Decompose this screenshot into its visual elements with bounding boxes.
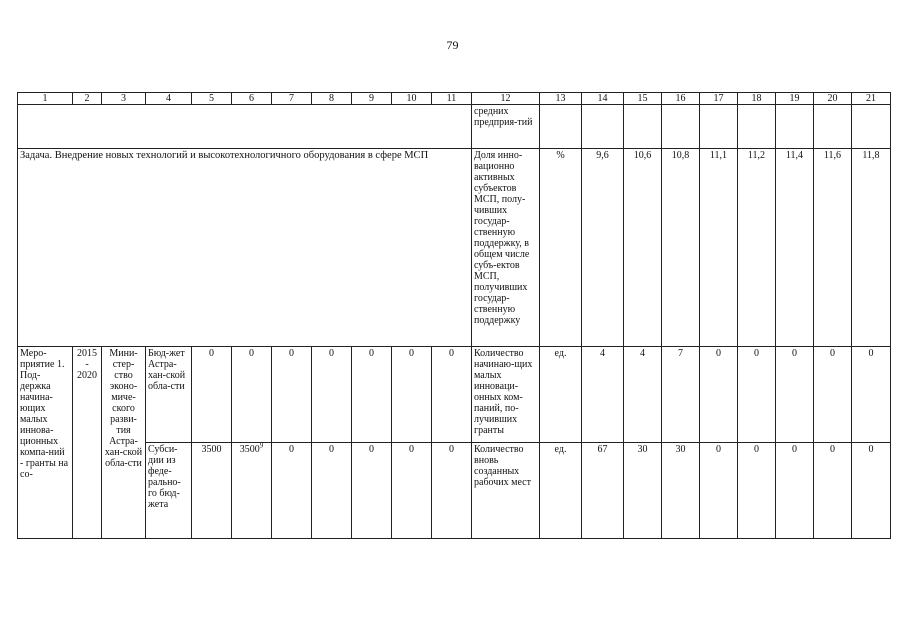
finance-value: 0 (232, 347, 272, 443)
measure-unit: ед. (540, 347, 582, 443)
measure-value: 0 (738, 443, 776, 539)
column-number: 18 (738, 93, 776, 105)
measure-value: 30 (624, 443, 662, 539)
task-indicator: Доля инно-вационно активных субъектов МСП, полу-чивших государ-ственную поддержку, в общем числе субъ-ектов МСП, получивших государ-ственную поддержку (472, 149, 540, 347)
finance-value: 0 (192, 347, 232, 443)
empty-cell (582, 105, 624, 149)
finance-value: 0 (272, 347, 312, 443)
measure-value: 4 (582, 347, 624, 443)
measure-value: 0 (738, 347, 776, 443)
task-value: 11,4 (776, 149, 814, 347)
column-number: 13 (540, 93, 582, 105)
column-number: 14 (582, 93, 624, 105)
column-number: 19 (776, 93, 814, 105)
measure-value: 67 (582, 443, 624, 539)
column-number: 16 (662, 93, 700, 105)
continuation-blank-cell (18, 105, 472, 149)
empty-cell (540, 105, 582, 149)
finance-value: 0 (432, 347, 472, 443)
funding-source: Бюд-жет Астра-хан-ской обла-сти (146, 347, 192, 443)
empty-cell (814, 105, 852, 149)
finance-value: 0 (312, 347, 352, 443)
empty-cell (738, 105, 776, 149)
measure-value: 4 (624, 347, 662, 443)
finance-value: 0 (272, 443, 312, 539)
column-number: 3 (102, 93, 146, 105)
measure-value: 0 (700, 443, 738, 539)
measure-name: Меро-приятие 1. Под-держка начина-ющих малых иннова-ционных компа-ний - гранты на со- (18, 347, 73, 539)
column-number: 10 (392, 93, 432, 105)
finance-value: 0 (432, 443, 472, 539)
continuation-indicator-cell: средних предприя-тий (472, 105, 540, 149)
task-value: 9,6 (582, 149, 624, 347)
empty-cell (852, 105, 891, 149)
finance-value: 3500 (239, 444, 260, 455)
task-value: 11,6 (814, 149, 852, 347)
column-number: 8 (312, 93, 352, 105)
task-value: 11,2 (738, 149, 776, 347)
finance-value: 0 (352, 443, 392, 539)
empty-cell (662, 105, 700, 149)
finance-value: 0 (352, 347, 392, 443)
column-number: 11 (432, 93, 472, 105)
empty-cell (624, 105, 662, 149)
measure-value: 0 (852, 443, 891, 539)
measure-value: 0 (776, 347, 814, 443)
task-row (18, 149, 891, 347)
task-value: 10,6 (624, 149, 662, 347)
measure-value: 7 (662, 347, 700, 443)
finance-value-with-note (232, 443, 272, 539)
empty-cell (700, 105, 738, 149)
measure-value: 30 (662, 443, 700, 539)
column-number: 21 (852, 93, 891, 105)
column-number: 9 (352, 93, 392, 105)
column-number: 5 (192, 93, 232, 105)
measure-years: 2015 - 2020 (73, 347, 102, 539)
task-value: 11,1 (700, 149, 738, 347)
measure-row-regional (18, 347, 891, 443)
column-number: 1 (18, 93, 73, 105)
finance-value: 0 (312, 443, 352, 539)
column-number: 6 (232, 93, 272, 105)
column-number: 15 (624, 93, 662, 105)
measure-row-federal (18, 443, 891, 539)
measure-value: 0 (700, 347, 738, 443)
empty-cell (776, 105, 814, 149)
measure-value: 0 (814, 443, 852, 539)
measure-value: 0 (814, 347, 852, 443)
measure-unit: ед. (540, 443, 582, 539)
funding-source: Субси-дии из феде-рально-го бюд-жета (146, 443, 192, 539)
column-number: 4 (146, 93, 192, 105)
column-number-row (18, 93, 891, 105)
column-number: 2 (73, 93, 102, 105)
task-description: Задача. Внедрение новых технологий и высокотехнологичного оборудования в сфере МСП (18, 149, 472, 347)
measure-value: 0 (776, 443, 814, 539)
column-number: 20 (814, 93, 852, 105)
measure-value: 0 (852, 347, 891, 443)
task-value: 10,8 (662, 149, 700, 347)
continuation-row (18, 105, 891, 149)
task-unit: % (540, 149, 582, 347)
program-table (17, 92, 891, 539)
task-value: 11,8 (852, 149, 891, 347)
column-number: 12 (472, 93, 540, 105)
footnote-marker: 9 (259, 442, 264, 450)
finance-value: 3500 (192, 443, 232, 539)
page-number: 79 (446, 38, 459, 52)
finance-value: 0 (392, 443, 432, 539)
column-number: 17 (700, 93, 738, 105)
measure-indicator: Количество вновь созданных рабочих мест (472, 443, 540, 539)
finance-value: 0 (392, 347, 432, 443)
measure-indicator: Количество начинаю-щих малых инноваци-онных ком-паний, по-лучивших гранты (472, 347, 540, 443)
measure-executor: Мини-стер-ство эконо-миче-ского разви-тия Астра-хан-ской обла-сти (102, 347, 146, 539)
column-number: 7 (272, 93, 312, 105)
